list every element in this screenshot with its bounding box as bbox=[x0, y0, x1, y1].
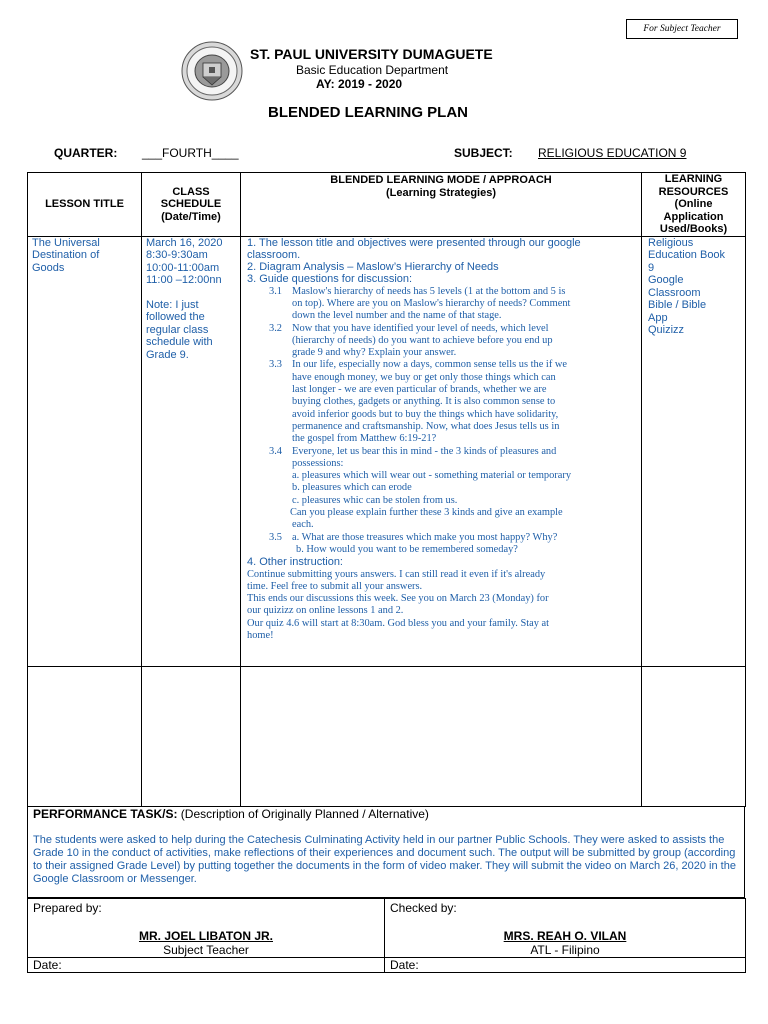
academic-year: AY: 2019 - 2020 bbox=[316, 77, 403, 91]
school-name: ST. PAUL UNIVERSITY DUMAGUETE bbox=[250, 46, 493, 62]
prepared-by-cell: Prepared by: MR. JOEL LIBATON JR. Subject Teacher bbox=[28, 899, 385, 958]
lesson-title-cell: The Universal Destination of Goods bbox=[28, 236, 142, 666]
table-row bbox=[28, 236, 746, 666]
question-3-2: 3.2 Now that you have identified your level of needs, which level (hierarchy of needs) do you want to achieve before you end up grade 9 and why? Explain your answer. bbox=[269, 322, 553, 359]
performance-task-text: The students were asked to help during the Catechesis Culminating Activity held in our partner Public Schools. They were asked to assists the Grade 10 in the conduct of activities, make reflections of their experiences and document such. The output will be submitted by group (according to their assigned Grade Level) by putting together the documents in the form of video maker. They will submit the video on March 26, 2020 in the Google Classroom or Messenger. bbox=[33, 834, 736, 885]
strategies-cell: 1. The lesson title and objectives were presented through our google classroom. 2. Diagram Analysis – Maslow’s Hierarchy of Needs 3. Guide questions for discussion: 3.1 Maslow's hierarchy of needs has 5 levels (1 at the bottom and 5 is on top). Where are you on Maslow's hierarchy of needs? Comment down the level number and the name of that stage. 3.2 Now that you have identified your level of needs, which level (hierarchy of needs) do you want to achieve before you end up grade 9 and why? Explain your answer. 3.3 In our life, especially now a days, common sense tells us the if we have enough money, we buy or get only those things which can last longer - we are even particular of brands, whether we are buying clothes, gadgets or anything. It is also common sense to avoid inferior goods but to buy the things which have solidarity, permanence and craftsmanship. Now, what does Jesus tells us in the gospel from Matthew 6:19-21? 3.4 Everyone, let us bear this in mind - the 3 kinds of pleasures and possessions: a. pleasures which will wear out - something material or temporary b. pleasures which can erode c. pleasures whic can be stolen from us. Can you please explain further these 3 kinds and give an example each. 3.5 a. What are those treasures which make you most happy? Why? b. How would you want to be remembered someday? 4. Other instruction: Continue submitting yours answers. I can still read it even if it's already time. Feel free to submit all your answers. This ends our discussions this week. See you on March 23 (Monday) for our quizizz on online lessons 1 and 2. Our quiz 4.6 will start at 8:30am. God bless you and your family. Stay at home! bbox=[241, 236, 642, 666]
header-lesson-title: LESSON TITLE bbox=[28, 173, 142, 237]
header-class-schedule: CLASS SCHEDULE (Date/Time) bbox=[142, 173, 241, 237]
prepared-date-cell: Date: bbox=[28, 958, 385, 973]
table-header-row bbox=[28, 173, 746, 237]
signature-table bbox=[27, 898, 746, 973]
checked-by-cell: Checked by: MRS. REAH O. VILAN ATL - Filipino bbox=[385, 899, 746, 958]
question-3-5: 3.5 a. What are those treasures which make you most happy? Why? b. How would you want to be remembered someday? bbox=[269, 531, 558, 555]
prepared-by-role: Subject Teacher bbox=[163, 943, 249, 957]
question-3-1: 3.1 Maslow's hierarchy of needs has 5 levels (1 at the bottom and 5 is on top). Where are you on Maslow's hierarchy of needs? Comment down the level number and the name of that stage. bbox=[269, 285, 571, 322]
empty-cell bbox=[28, 666, 142, 806]
department-name: Basic Education Department bbox=[296, 63, 449, 77]
resources-cell: Religious Education Book 9 Google Classroom Bible / Bible App Quizizz bbox=[642, 236, 746, 666]
lesson-plan-table bbox=[27, 172, 746, 807]
checked-date-cell: Date: bbox=[385, 958, 746, 973]
header-learning-resources: LEARNING RESOURCES (Online Application Used/Books) bbox=[642, 173, 746, 237]
plan-title: BLENDED LEARNING PLAN bbox=[268, 104, 469, 121]
quarter-label: QUARTER: bbox=[54, 146, 118, 160]
for-subject-teacher-tag: For Subject Teacher bbox=[626, 19, 738, 39]
question-3-4: 3.4 Everyone, let us bear this in mind - the 3 kinds of pleasures and possessions: a. pleasures which will wear out - something material or temporary b. pleasures which can erode c. pleasures whic can be stolen from us. Can you please explain further these 3 kinds and give an example each. bbox=[269, 445, 572, 531]
schedule-cell: March 16, 2020 8:30-9:30am 10:00-11:00am 11:00 –12:00nn Note: I just followed the regular class schedule with Grade 9. bbox=[142, 236, 241, 666]
question-3-3: 3.3 In our life, especially now a days, common sense tells us the if we have enough money, we buy or get only those things which can last longer - we are even particular of brands, whether we are buying clothes, gadgets or anything. It is also common sense to avoid inferior goods but to buy the things which have solidarity, permanence and craftsmanship. Now, what does Jesus tells us in the gospel from Matthew 6:19-21? bbox=[269, 359, 567, 445]
header-learning-approach: BLENDED LEARNING MODE / APPROACH (Learning Strategies) bbox=[241, 173, 642, 237]
checked-by-role: ATL - Filipino bbox=[530, 943, 600, 957]
subject-label: SUBJECT: bbox=[454, 146, 513, 160]
performance-task-heading: PERFORMANCE TASK/S: (Description of Originally Planned / Alternative) bbox=[33, 807, 429, 821]
empty-cell bbox=[142, 666, 241, 806]
subject-value: RELIGIOUS EDUCATION 9 bbox=[538, 146, 687, 160]
empty-cell bbox=[642, 666, 746, 806]
university-seal-logo bbox=[181, 41, 243, 101]
performance-task-box bbox=[27, 806, 745, 898]
empty-cell bbox=[241, 666, 642, 806]
checked-by-name: MRS. REAH O. VILAN bbox=[503, 929, 627, 943]
prepared-by-name: MR. JOEL LIBATON JR. bbox=[138, 929, 273, 943]
table-row-empty bbox=[28, 666, 746, 806]
quarter-value: ___FOURTH____ bbox=[142, 146, 239, 160]
